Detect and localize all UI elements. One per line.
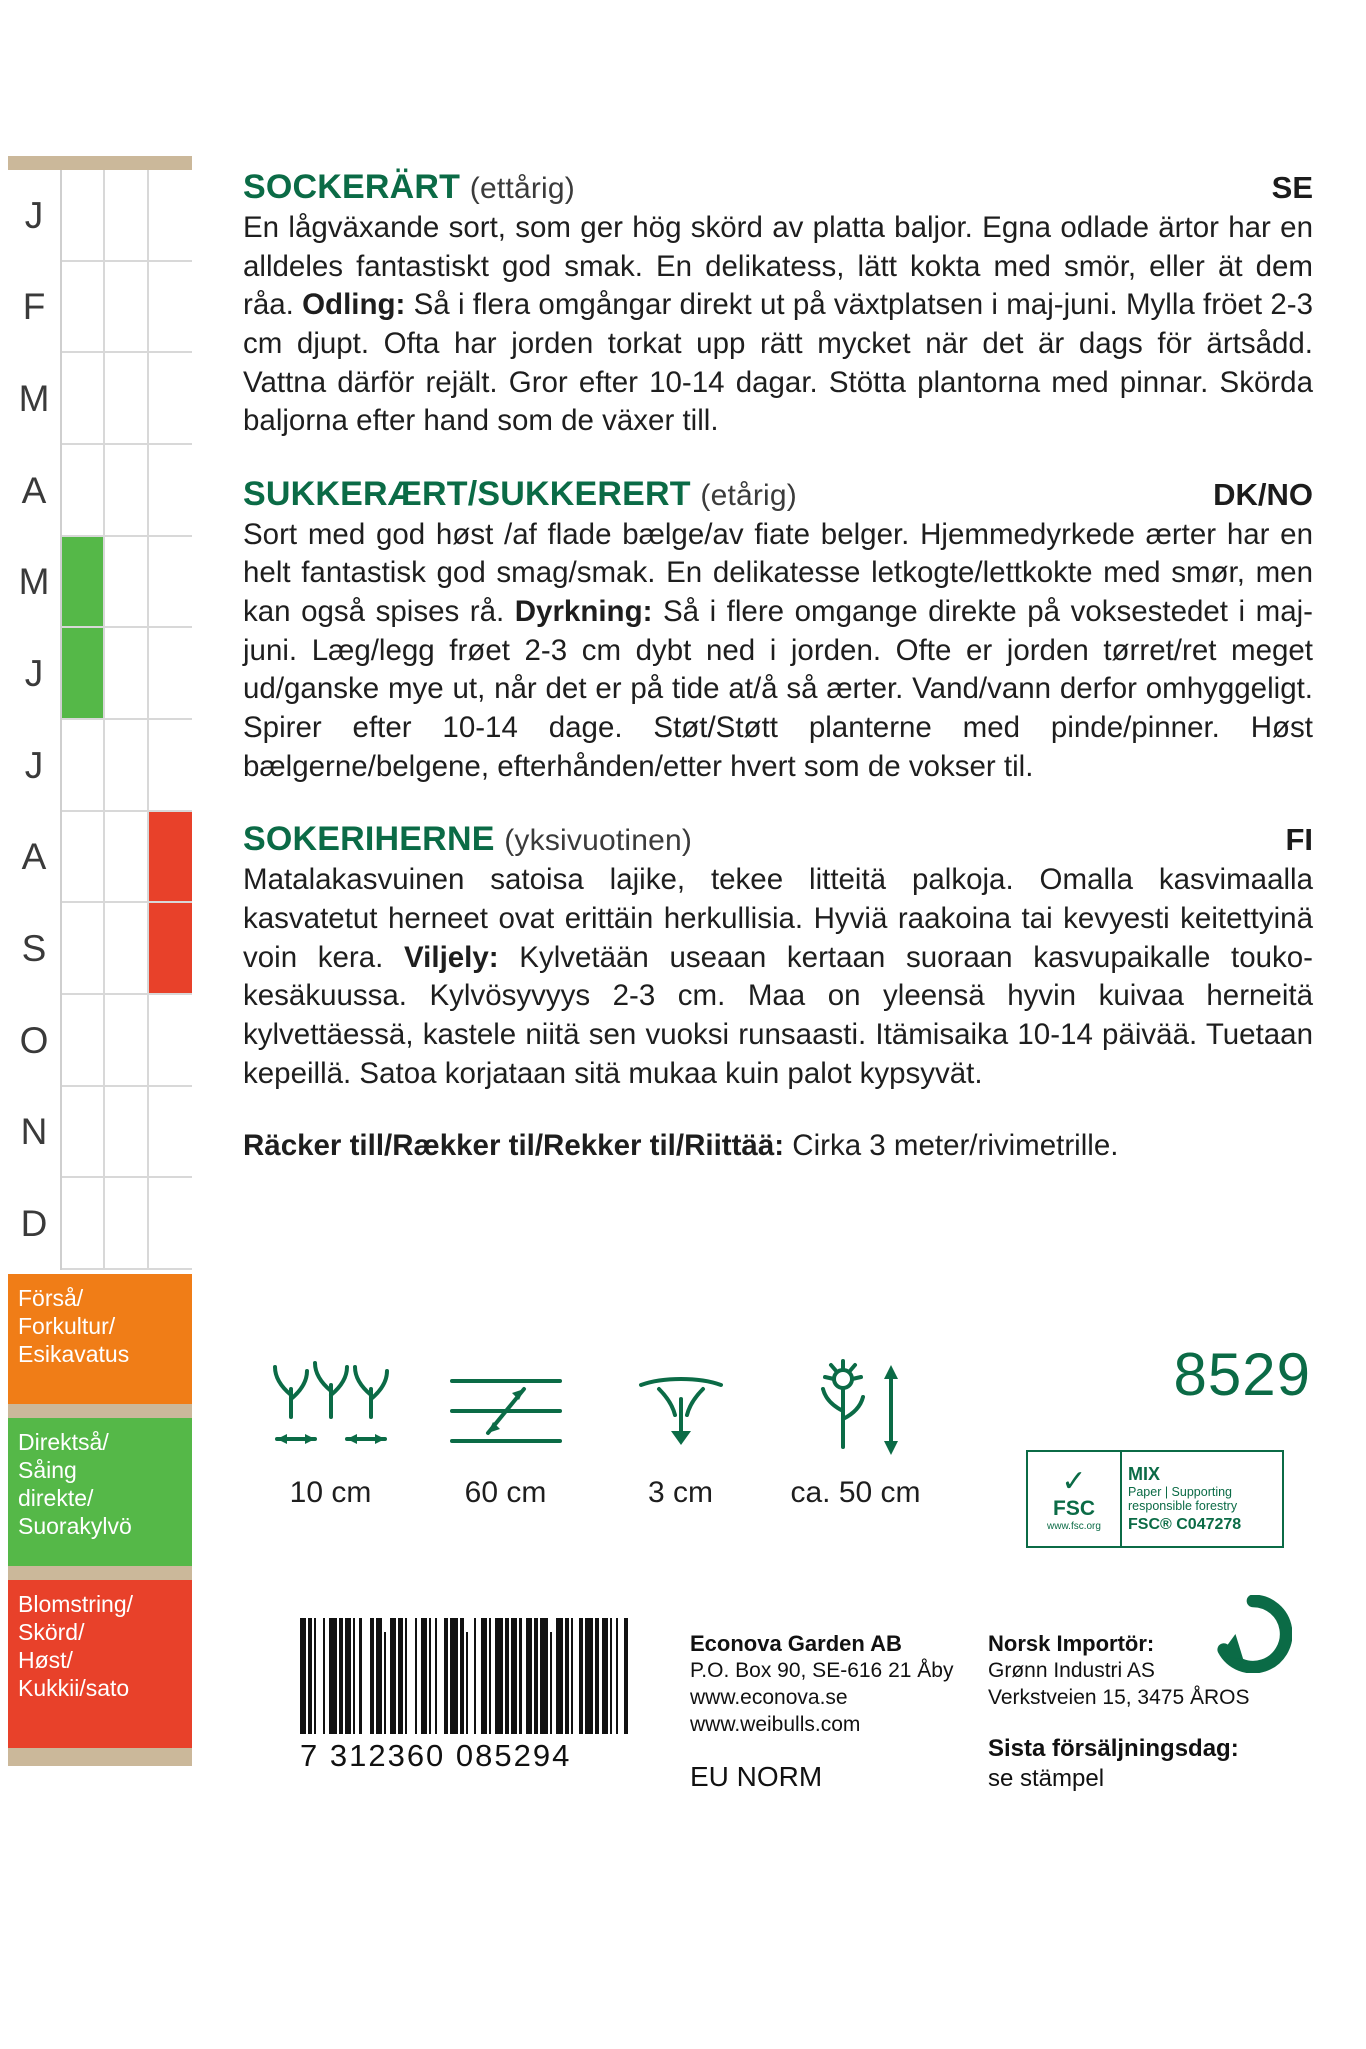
section-language: FI [1285,822,1313,858]
calendar-month-label: O [8,995,62,1087]
legend-divider [8,1404,192,1418]
last-sale-label: Sista försäljningsdag: [988,1734,1239,1762]
calendar-cell [149,720,192,812]
calendar-cell [62,812,105,904]
calendar-cell-harvest [149,903,192,995]
barcode-bar [628,1618,630,1734]
icon-caption: 60 cm [464,1476,547,1509]
calendar-cell [105,720,148,812]
calendar-cell [62,1178,105,1270]
plant-height-icon [781,1355,931,1463]
legend-precultivate [8,1274,192,1404]
last-sale-value: se stämpel [988,1764,1105,1792]
calendar-cell [149,995,192,1087]
fsc-label: FSC [1053,1496,1095,1520]
section-language: DK/NO [1213,476,1313,512]
section-title [243,168,575,207]
row-spacing-icon [436,1355,576,1463]
section-body: En lågväxande sort, som ger hög skörd av platta baljor. Egna odlade ärtor har en alldeles fantastiskt god smak. En delikatess, lätt kokta med smör, eller ät dem råa. Odling: Så i flera omgångar direkt ut på växtplatsen i maj-juni. Mylla fröet 2-3 cm djupt. Ofta har jorden torkat upp rätt mycket när det är dags för ärtsådd. Vattna därför rejält. Gror efter 10-14 dagar. Stötta plantorna med pinnar. Skörda baljorna efter hand som de växer till. [243,211,1313,438]
legend-line: Suorakylvö [18,1513,132,1540]
legend-line: Høst/ [18,1647,73,1674]
calendar-cell-harvest [149,812,192,904]
fsc-logo [1026,1450,1284,1548]
fsc-line2: responsible forestry [1128,1499,1238,1514]
calendar-cell [62,903,105,995]
barcode-bar [362,1618,370,1734]
barcode-bar [329,1618,337,1734]
legend-line: Direktså/ [18,1429,109,1455]
calendar-grid [8,170,192,1270]
icon-sow-depth [593,1355,768,1510]
calendar-cell [149,262,192,354]
calendar-cell [62,262,105,354]
calendar-cell [149,1087,192,1179]
importer-title: Norsk Importör: [988,1631,1155,1656]
fsc-text [1122,1460,1247,1538]
section-header [243,820,1313,859]
calendar-legend [8,1274,192,1752]
icon-caption: 10 cm [289,1476,372,1509]
sowing-calendar [8,170,192,1780]
eu-norm-label: EU NORM [690,1760,823,1792]
calendar-cell [149,628,192,720]
section-se [243,168,1313,441]
company-website-2: www.weibulls.com [690,1712,861,1736]
calendar-cell [105,628,148,720]
calendar-month-label: A [8,812,62,904]
calendar-cell [105,1087,148,1179]
icon-caption: ca. 50 cm [790,1476,921,1509]
calendar-month-label: S [8,903,62,995]
fsc-line1: Paper | Supporting [1128,1484,1233,1499]
calendar-cell [105,995,148,1087]
calendar-month-label: M [8,537,62,629]
legend-line: Blomstring/ [18,1591,134,1617]
icon-row-spacing [418,1355,593,1510]
company-address: P.O. Box 90, SE-616 21 Åby [690,1659,954,1683]
last-sale-date [988,1734,1250,1794]
section-title [243,820,692,859]
legend-line: Kukkii/sato [18,1675,130,1702]
barcode-bars [300,1618,630,1734]
calendar-cell [105,262,148,354]
barcode-bar [585,1618,593,1734]
barcode-bar [407,1618,415,1734]
yield-line [243,1127,1313,1165]
legend-line: direkte/ [18,1485,94,1512]
calendar-cell [149,1178,192,1270]
calendar-month-label: A [8,445,62,537]
importer-address: Verkstveien 15, 3475 ÅROS [988,1686,1250,1710]
section-annual: (yksivuotinen) [504,824,693,858]
calendar-month-label: M [8,353,62,445]
importer-name: Grønn Industri AS [988,1659,1155,1683]
legend-line: Esikavatus [18,1341,130,1368]
calendar-cell [149,353,192,445]
calendar-cell [105,812,148,904]
calendar-cell-sow [62,537,105,629]
yield-label: Räcker till/Rækker til/Rekker til/Riittää: [243,1129,785,1163]
legend-line: Förså/ [18,1285,84,1311]
calendar-cell [149,445,192,537]
calendar-month-label: N [8,1087,62,1179]
calendar-month-label: J [8,628,62,720]
description-content [243,168,1313,1166]
calendar-cell-sow [62,628,105,720]
calendar-cell [105,445,148,537]
section-body: Matalakasvuinen satoisa lajike, tekee litteitä palkoja. Omalla kasvimaalla kasvatetut herneet ovat erittäin herkullisia. Hyviä raakoina tai kevyesti keitettyinä voin kera. Viljely: Kylvetään useaan kertaan suoraan kasvupaikalle touko-kesäkuussa. Kylvösyvyys 2-3 cm. Maa on yleensä hyvin kuivaa herneitä kylvettäessä, kastele niitä sen vuoksi runsaasti. Itämisaika 10-14 päivää. Tuetaan kepeillä. Satoa korjataan sitä mukaa kuin palot kypsyvät. [243,863,1314,1090]
barcode-bar [495,1618,503,1734]
calendar-cell [62,353,105,445]
legend-harvest [8,1580,192,1752]
calendar-month-label: J [8,170,62,262]
legend-divider [8,1566,192,1580]
fsc-mix: MIX [1128,1464,1161,1485]
section-annual: (ettårig) [469,172,575,205]
calendar-month-label: D [8,1178,62,1270]
down-arrow [671,1431,691,1445]
section-title-text: SOCKERÄRT [243,168,461,206]
calendar-month-label: J [8,720,62,812]
section-language: SE [1271,170,1313,205]
kraft-strip-top [8,156,192,170]
calendar-cell [105,170,148,262]
fsc-tree-icon: ✓ [1061,1464,1087,1498]
calendar-cell [105,353,148,445]
legend-direct-sow [8,1418,192,1566]
section-annual: (etårig) [700,478,797,512]
kraft-strip-bottom [8,1748,192,1766]
barcode-bar [450,1618,458,1734]
plant-spacing-icon [261,1355,401,1463]
calendar-cell [62,170,105,262]
section-dkno [243,475,1313,786]
section-title-text: SUKKERÆRT/SUKKERERT [243,474,691,513]
sow-depth-icon [611,1355,751,1463]
importer-info [988,1630,1250,1794]
calendar-cell [105,903,148,995]
calendar-cell [105,537,148,629]
calendar-cell [62,445,105,537]
section-fi [243,820,1313,1093]
calendar-cell [62,720,105,812]
legend-line: Såing [18,1457,77,1484]
section-title [243,475,797,514]
section-header [243,168,1313,207]
company-info [690,1630,953,1795]
barcode-number: 7 312360 085294 [300,1738,572,1773]
barcode [300,1618,630,1774]
calendar-cell [105,1178,148,1270]
section-title-text: SOKERIHERNE [243,820,495,859]
fsc-code: FSC® C047278 [1128,1515,1242,1533]
fsc-mark [1028,1452,1122,1546]
calendar-cell [62,995,105,1087]
growing-icons [243,1355,943,1510]
icon-caption: 3 cm [647,1476,713,1509]
section-body: Sort med god høst /af flade bælge/av fiate belger. Hjemmedyrkede ærter har en helt fantastisk god smag/smak. En delikatesse letkogte/lettkokte med smør, men kan også spises rå. Dyrkning: Så i flere omgange direkte på voksestedet i maj-juni. Læg/legg frøet 2-3 cm dybt ned i jorden. Ofte er jorden tørret/ret meget ud/ganske mye ut, når det er på tide at/å så ærter. Vand/vann derfor omhyggeligt. Spirer efter 10-14 dage. Støt/Støtt planterne med pinde/pinner. Høst bælgerne/belgene, efterhånden/etter hvert som de vokser til. [243,517,1313,783]
fsc-url: www.fsc.org [1047,1520,1101,1532]
calendar-cell [149,170,192,262]
barcode-bar [540,1618,548,1734]
legend-line: Skörd/ [18,1619,85,1646]
legend-line: Forkultur/ [18,1313,116,1340]
company-website-1: www.econova.se [690,1686,848,1710]
calendar-cell [62,1087,105,1179]
icon-plant-spacing [243,1355,418,1510]
calendar-cell [149,537,192,629]
icon-plant-height [768,1355,943,1510]
article-number: 8529 [1173,1341,1311,1408]
company-name: Econova Garden AB [690,1631,902,1656]
section-header [243,475,1313,514]
yield-value: Cirka 3 meter/rivimetrille. [784,1129,1119,1163]
calendar-month-label: F [8,262,62,354]
